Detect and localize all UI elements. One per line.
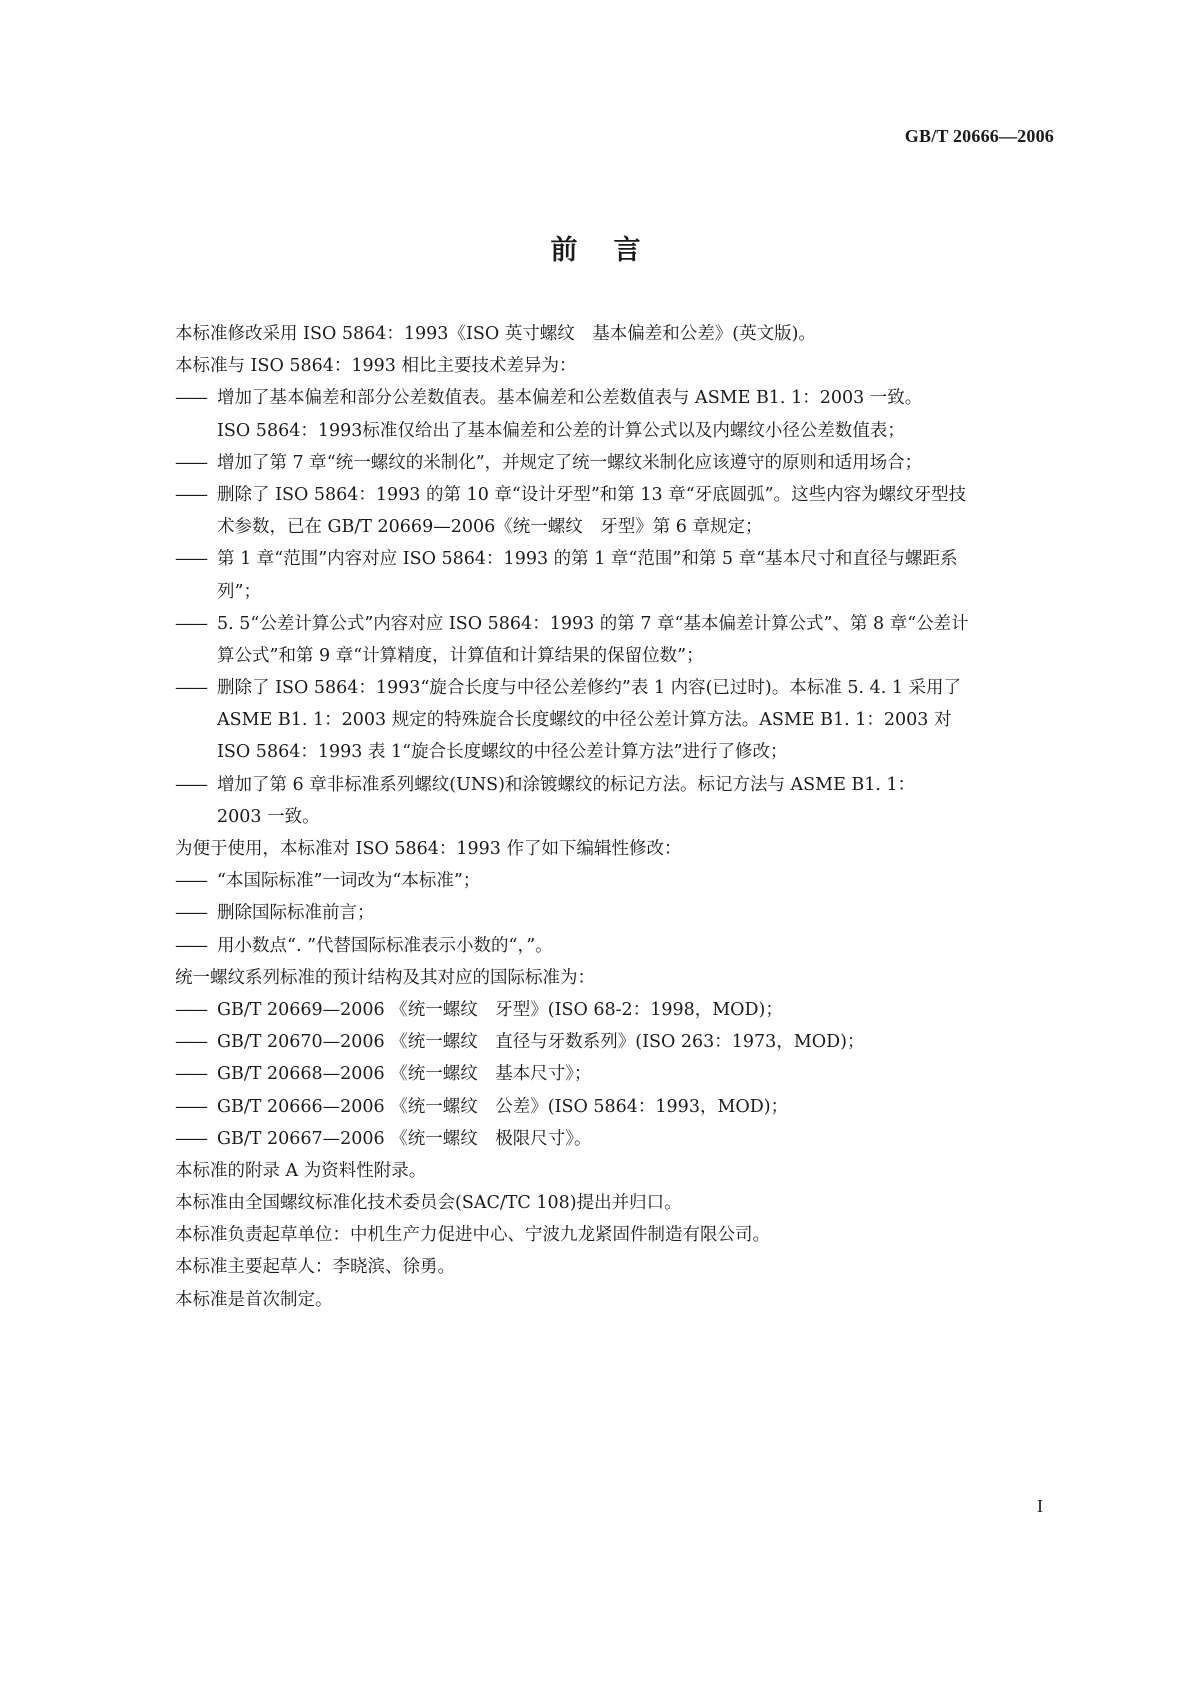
item-line: 第 1 章“范围”内容对应 ISO 5864：1993 的第 1 章“范围”和第 5 章“基本尺寸和直径与螺距系 (217, 549, 958, 570)
em-dash: —— (175, 549, 206, 570)
paragraph: 本标准由全国螺纹标准化技术委员会(SAC/TC 108)提出并归口。 (175, 1193, 682, 1214)
item-line: 删除了 ISO 5864：1993“旋合长度与中径公差修约”表 1 内容(已过时)。本标准 5. 4. 1 采用了 (217, 678, 962, 699)
em-dash: —— (175, 935, 206, 956)
item-line: ISO 5864：1993 表 1“旋合长度螺纹的中径公差计算方法”进行了修改； (217, 742, 788, 763)
em-dash: —— (175, 484, 206, 505)
item-line: 5. 5“公差计算公式”内容对应 ISO 5864：1993 的第 7 章“基本偏差计算公式”、第 8 章“公差计 (217, 613, 969, 634)
paragraph: 统一螺纹系列标准的预计结构及其对应的国际标准为： (175, 967, 595, 988)
page-title: 前言 (550, 235, 677, 266)
em-dash: —— (175, 774, 206, 795)
em-dash: —— (175, 678, 206, 699)
series-item (175, 994, 1055, 1026)
difference-item (175, 382, 1055, 446)
item-line: “本国际标准”一词改为“本标准”； (217, 871, 481, 892)
paragraph: 为便于使用，本标准对 ISO 5864：1993 作了如下编辑性修改： (175, 839, 682, 859)
item-line: GB/T 20668—2006 《统一螺纹 基本尺寸》； (217, 1064, 592, 1085)
paragraph: 本标准的附录 A 为资料性附录。 (175, 1160, 427, 1181)
item-line: GB/T 20670—2006 《统一螺纹 直径与牙数系列》(ISO 263：1973，MOD)； (217, 1032, 865, 1053)
em-dash: —— (175, 903, 206, 924)
editorial-item (175, 865, 1055, 897)
editorial-item (175, 897, 1055, 929)
standard-code: GB/T 20666—2006 (904, 126, 1054, 146)
editorial-item (175, 930, 1055, 962)
em-dash: —— (175, 1128, 206, 1149)
item-line: 术参数，已在 GB/T 20669—2006《统一螺纹 牙型》第 6 章规定； (217, 517, 763, 538)
em-dash: —— (175, 1032, 206, 1053)
item-line: GB/T 20666—2006 《统一螺纹 公差》(ISO 5864：1993，MOD)； (217, 1096, 789, 1117)
difference-item (175, 543, 1055, 607)
item-line: 列”； (217, 581, 261, 602)
series-item (175, 1091, 1055, 1123)
item-line: ISO 5864：1993标准仅给出了基本偏差和公差的计算公式以及内螺纹小径公差数值表； (217, 420, 905, 441)
paragraph: 本标准是首次制定。 (175, 1289, 333, 1310)
foreword-body (175, 318, 1055, 1316)
em-dash: —— (175, 388, 206, 409)
difference-item (175, 769, 1055, 833)
item-line: 增加了第 7 章“统一螺纹的米制化”，并规定了统一螺纹米制化应该遵守的原则和适用场合； (217, 452, 923, 473)
series-item (175, 1123, 1055, 1155)
em-dash: —— (175, 452, 206, 473)
page-number: I (1037, 1496, 1043, 1516)
item-line: 2003 一致。 (217, 806, 320, 827)
paragraph: 本标准修改采用 ISO 5864：1993《ISO 英寸螺纹 基本偏差和公差》(英文版)。 (175, 324, 816, 344)
item-line: GB/T 20667—2006 《统一螺纹 极限尺寸》。 (217, 1128, 592, 1149)
item-line: 算公式”和第 9 章“计算精度，计算值和计算结果的保留位数”； (217, 645, 704, 666)
em-dash: —— (175, 613, 206, 634)
item-line: 删除国际标准前言； (217, 903, 375, 924)
difference-item (175, 479, 1055, 543)
item-line: ASME B1. 1：2003 规定的特殊旋合长度螺纹的中径公差计算方法。ASME B1. 1：2003 对 (217, 710, 952, 731)
series-item (175, 1026, 1055, 1058)
paragraph: 本标准负责起草单位：中机生产力促进中心、宁波九龙紧固件制造有限公司。 (175, 1225, 770, 1246)
difference-item (175, 608, 1055, 672)
item-line: 用小数点“. ”代替国际标准表示小数的“，”。 (217, 935, 553, 956)
item-line: GB/T 20669—2006 《统一螺纹 牙型》(ISO 68-2：1998，MOD)； (217, 999, 783, 1020)
item-line: 删除了 ISO 5864：1993 的第 10 章“设计牙型”和第 13 章“牙底圆弧”。这些内容为螺纹牙型技 (217, 484, 967, 505)
series-item (175, 1058, 1055, 1090)
difference-item (175, 447, 1055, 479)
difference-item (175, 672, 1055, 769)
item-line: 增加了基本偏差和部分公差数值表。基本偏差和公差数值表与 ASME B1. 1：2003 一致。 (217, 388, 923, 409)
em-dash: —— (175, 1096, 206, 1117)
paragraph: 本标准与 ISO 5864：1993 相比主要技术差异为： (175, 356, 577, 377)
em-dash: —— (175, 999, 206, 1020)
paragraph: 本标准主要起草人：李晓滨、徐勇。 (175, 1257, 455, 1278)
em-dash: —— (175, 871, 206, 892)
item-line: 增加了第 6 章非标准系列螺纹(UNS)和涂镀螺纹的标记方法。标记方法与 ASME B1. 1： (217, 774, 916, 795)
em-dash: —— (175, 1064, 206, 1085)
